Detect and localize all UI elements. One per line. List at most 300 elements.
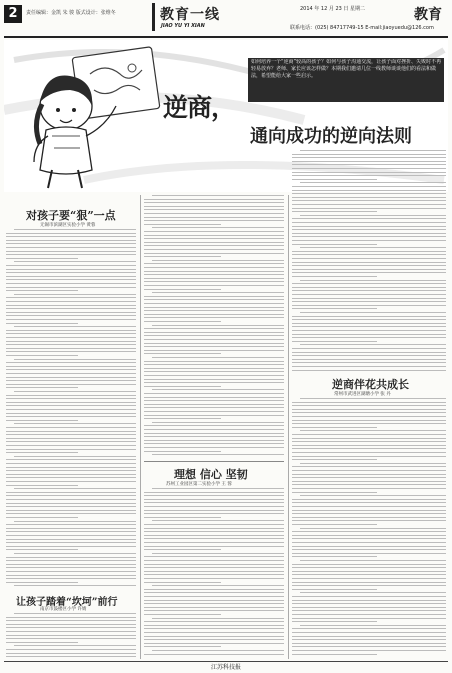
article-byline-4: 常州市武进区湖塘小学 张 丹 [334, 392, 391, 397]
text-line [292, 200, 446, 201]
text-line [144, 639, 284, 640]
article-title-3: 理想 信心 坚韧 [174, 468, 248, 481]
text-line [144, 379, 284, 380]
column-divider [140, 195, 141, 659]
text-line [292, 567, 446, 568]
text-line [292, 520, 446, 521]
text-line [144, 397, 284, 398]
text-line [292, 204, 446, 205]
text-line [144, 353, 221, 354]
text-line [292, 423, 446, 424]
text-line [144, 217, 284, 218]
text-line [6, 463, 136, 464]
text-line [292, 211, 377, 212]
text-line [300, 344, 446, 345]
text-line [144, 574, 284, 575]
text-line [144, 542, 284, 543]
text-line [300, 528, 446, 529]
text-line [144, 317, 284, 318]
intro-text: 如何培养一个“逆商”较高的孩子？如何与孩子沟通交流，让孩子面对挫折、失败时不再轻易放弃？老师、家长应该怎样做？本期我们邀请几位一线教师谈谈他们的看法和做法，希望能给大家一些启示。 [251, 59, 442, 79]
text-line [6, 337, 136, 338]
text-line [292, 506, 446, 507]
text-line [292, 456, 446, 457]
text-line [292, 330, 446, 331]
text-line [6, 402, 136, 403]
text-line [6, 243, 136, 244]
text-line [292, 287, 446, 288]
text-line [292, 650, 446, 651]
text-line [144, 632, 284, 633]
text-line [6, 398, 136, 399]
text-line [292, 366, 446, 367]
text-line [292, 420, 446, 421]
text-line [6, 531, 136, 532]
text-line [6, 380, 136, 381]
text-line [6, 575, 136, 576]
text-line [6, 542, 136, 543]
text-line [300, 280, 446, 281]
text-line [144, 199, 284, 200]
text-line [292, 654, 377, 655]
text-line [6, 258, 78, 259]
staff-credits: 责任编辑：金凯 朱 骏 版式设计：张维冬 [26, 10, 116, 16]
text-line [144, 303, 284, 304]
text-line [144, 375, 284, 376]
text-line [292, 578, 446, 579]
text-line [144, 646, 221, 647]
text-line [144, 411, 284, 412]
text-line [292, 193, 446, 194]
article-title-1: 对孩子要“狠”一点 [26, 209, 116, 222]
text-line [144, 538, 284, 539]
text-line [144, 274, 284, 275]
text-line [6, 395, 136, 396]
text-line [292, 186, 446, 187]
text-line [300, 150, 446, 151]
text-line [292, 265, 446, 266]
text-line [144, 256, 221, 257]
column-name: 教育一线 [160, 7, 220, 23]
text-line [152, 292, 284, 293]
text-line [14, 326, 136, 327]
text-line [292, 628, 446, 629]
text-line [144, 643, 284, 644]
text-line [144, 404, 284, 405]
article-body-1 [6, 229, 136, 589]
text-line [6, 427, 136, 428]
text-line [14, 488, 136, 489]
text-line [292, 618, 446, 619]
column-pinyin: JIAO YU YI XIAN [161, 23, 205, 29]
text-line [6, 452, 78, 453]
text-line [144, 628, 284, 629]
text-line [292, 362, 446, 363]
text-line [144, 278, 284, 279]
text-line [300, 625, 446, 626]
text-line [292, 294, 446, 295]
text-line [292, 308, 377, 309]
text-line [6, 564, 136, 565]
text-line [144, 451, 221, 452]
text-line [144, 443, 284, 444]
text-line [6, 384, 136, 385]
article-title-2: 让孩子踏着“坎坷”前行 [16, 597, 118, 608]
text-line [144, 654, 284, 655]
text-line [144, 560, 284, 561]
text-line [292, 636, 446, 637]
text-line [292, 316, 446, 317]
text-line [6, 513, 136, 514]
text-line [292, 412, 446, 413]
text-line [292, 305, 446, 306]
text-line [292, 639, 446, 640]
text-line [6, 571, 136, 572]
text-line [144, 567, 284, 568]
text-line [292, 513, 446, 514]
text-line [6, 560, 136, 561]
page-number: 2 [4, 5, 22, 23]
text-line [292, 632, 446, 633]
text-line [292, 553, 446, 554]
text-line [144, 321, 221, 322]
text-line [6, 297, 136, 298]
text-line [292, 502, 446, 503]
text-line [292, 531, 446, 532]
text-line [144, 209, 284, 210]
text-line [144, 603, 284, 604]
text-line [6, 445, 136, 446]
text-line [6, 470, 136, 471]
text-line [6, 283, 136, 284]
text-line [292, 416, 446, 417]
text-line [292, 470, 446, 471]
text-line [144, 578, 284, 579]
text-line [292, 574, 446, 575]
text-line [292, 517, 446, 518]
text-line [292, 283, 446, 284]
section-logo: 教育 [414, 7, 442, 23]
text-line [292, 208, 446, 209]
text-line [292, 269, 446, 270]
text-line [292, 459, 377, 460]
text-line [144, 361, 284, 362]
text-line [6, 485, 78, 486]
text-line [144, 296, 284, 297]
text-line [6, 373, 136, 374]
text-line [292, 441, 446, 442]
text-line [292, 484, 446, 485]
text-line [292, 244, 377, 245]
text-line [144, 314, 284, 315]
text-line [6, 312, 136, 313]
text-line [6, 233, 136, 234]
text-line [292, 334, 446, 335]
text-line [14, 645, 136, 646]
text-line [6, 272, 136, 273]
text-line [292, 319, 446, 320]
text-line [292, 254, 446, 255]
text-line [300, 463, 446, 464]
text-line [6, 438, 136, 439]
text-line [144, 339, 284, 340]
text-line [144, 440, 284, 441]
text-line [6, 557, 136, 558]
text-line [6, 341, 136, 342]
text-line [6, 638, 136, 639]
text-line [152, 357, 284, 358]
text-line [144, 571, 284, 572]
text-line [14, 229, 136, 230]
text-line [292, 409, 446, 410]
text-line [144, 495, 284, 496]
text-line [6, 251, 136, 252]
text-line [14, 391, 136, 392]
text-line [6, 642, 78, 643]
text-line [292, 571, 446, 572]
text-line [6, 351, 136, 352]
text-line [144, 492, 284, 493]
text-line [152, 650, 284, 651]
text-line [6, 377, 136, 378]
text-line [144, 267, 284, 268]
text-line [6, 344, 136, 345]
text-line [292, 355, 446, 356]
text-line [14, 294, 136, 295]
text-line [292, 488, 446, 489]
text-line [144, 245, 284, 246]
text-line [300, 182, 446, 183]
text-line [144, 625, 284, 626]
text-line [152, 454, 284, 455]
text-line [144, 206, 284, 207]
text-line [292, 298, 446, 299]
text-line [6, 416, 136, 417]
text-line [6, 528, 136, 529]
text-line [292, 352, 446, 353]
text-line [292, 258, 446, 259]
text-line [6, 449, 136, 450]
text-line [6, 624, 136, 625]
text-line [144, 253, 284, 254]
text-line [292, 614, 446, 615]
text-line [292, 402, 446, 403]
text-line [144, 328, 284, 329]
student-illustration [24, 44, 174, 192]
text-line [144, 335, 284, 336]
text-line [6, 308, 136, 309]
text-line [14, 613, 136, 614]
text-line [14, 261, 136, 262]
text-line [292, 524, 377, 525]
text-line [144, 285, 284, 286]
text-line [6, 477, 136, 478]
text-line [292, 585, 446, 586]
text-line [300, 592, 446, 593]
text-line [292, 607, 446, 608]
text-line [292, 218, 446, 219]
text-line [292, 474, 446, 475]
text-line [144, 213, 284, 214]
text-line [292, 542, 446, 543]
text-line [14, 553, 136, 554]
text-line [292, 610, 446, 611]
text-line [14, 521, 136, 522]
text-line [144, 202, 284, 203]
text-line [144, 299, 284, 300]
text-line [144, 549, 221, 550]
text-line [144, 535, 284, 536]
text-line [292, 492, 377, 493]
text-line [144, 564, 284, 565]
text-line [144, 220, 284, 221]
text-line [292, 348, 446, 349]
text-line [144, 242, 284, 243]
text-line [144, 513, 284, 514]
text-line [144, 589, 284, 590]
text-line [292, 596, 446, 597]
text-line [6, 578, 136, 579]
text-line [144, 415, 284, 416]
text-line [292, 477, 446, 478]
text-line [6, 492, 136, 493]
text-line [292, 535, 446, 536]
text-line [144, 425, 284, 426]
text-line [144, 517, 221, 518]
text-line [6, 467, 136, 468]
text-line [292, 434, 446, 435]
article-body-4 [292, 398, 446, 658]
text-line [152, 520, 284, 521]
text-line [144, 371, 284, 372]
text-line [144, 621, 284, 622]
text-line [300, 312, 446, 313]
text-line [292, 370, 446, 371]
text-line [292, 589, 377, 590]
text-line [6, 247, 136, 248]
text-line [6, 236, 136, 237]
text-line [300, 430, 446, 431]
text-line [144, 436, 284, 437]
article-title-4: 逆商伴花共成长 [332, 378, 409, 391]
text-line [6, 474, 136, 475]
column-divider-2 [288, 195, 289, 659]
text-line [292, 190, 446, 191]
text-line [292, 168, 446, 169]
text-line [292, 438, 446, 439]
text-line [6, 330, 136, 331]
article-body-cont [144, 195, 284, 457]
text-line [292, 157, 446, 158]
text-line [152, 227, 284, 228]
text-line [292, 175, 446, 176]
text-line [292, 603, 446, 604]
text-line [6, 265, 136, 266]
text-line [6, 301, 136, 302]
text-line [6, 409, 136, 410]
text-line [144, 224, 221, 225]
text-line [292, 646, 446, 647]
text-line [6, 290, 78, 291]
text-line [292, 510, 446, 511]
text-line [152, 389, 284, 390]
text-line [292, 290, 446, 291]
text-line [152, 585, 284, 586]
text-line [6, 431, 136, 432]
text-line [144, 610, 284, 611]
text-line [292, 621, 377, 622]
text-line [144, 499, 284, 500]
text-line [6, 459, 136, 460]
text-line [6, 254, 136, 255]
text-line [6, 620, 136, 621]
text-line [144, 418, 221, 419]
subheadline: 通向成功的逆向法则 [250, 126, 412, 147]
text-line [144, 263, 284, 264]
text-line [144, 368, 284, 369]
text-line [292, 546, 446, 547]
text-line [144, 546, 284, 547]
text-line [6, 323, 78, 324]
text-line [292, 197, 446, 198]
article-byline-3: 苏州工业园区第二实验小学 王 蓉 [166, 482, 232, 487]
text-line [6, 434, 136, 435]
text-line [6, 315, 136, 316]
text-line [292, 427, 377, 428]
text-line [144, 310, 284, 311]
text-line [292, 405, 446, 406]
text-line [144, 271, 284, 272]
text-line [152, 325, 284, 326]
text-line [6, 387, 78, 388]
text-line [6, 506, 136, 507]
text-line [6, 567, 136, 568]
text-line [6, 539, 136, 540]
text-line [144, 407, 284, 408]
text-line [152, 618, 284, 619]
text-line [292, 600, 446, 601]
text-line [144, 510, 284, 511]
text-line [6, 656, 136, 657]
text-line [6, 481, 136, 482]
article-byline-1: 无锡市滨湖区实验小学 黄蓉 [40, 223, 96, 228]
text-line [144, 346, 284, 347]
text-line [144, 596, 284, 597]
text-line [292, 240, 446, 241]
text-line [144, 429, 284, 430]
text-line [292, 445, 446, 446]
text-line [6, 413, 136, 414]
text-line [144, 400, 284, 401]
text-line [144, 556, 284, 557]
text-line [292, 226, 446, 227]
text-line [292, 179, 377, 180]
text-line [6, 441, 136, 442]
text-line [152, 260, 284, 261]
text-line [292, 359, 446, 360]
text-line [14, 585, 136, 586]
text-line [144, 592, 284, 593]
text-line [144, 382, 284, 383]
text-line [152, 422, 284, 423]
text-line [6, 240, 136, 241]
text-line [292, 164, 446, 165]
text-line [6, 333, 136, 334]
text-line [144, 231, 284, 232]
text-line [6, 549, 78, 550]
text-line [144, 386, 221, 387]
text-line [6, 355, 78, 356]
text-line [292, 272, 446, 273]
